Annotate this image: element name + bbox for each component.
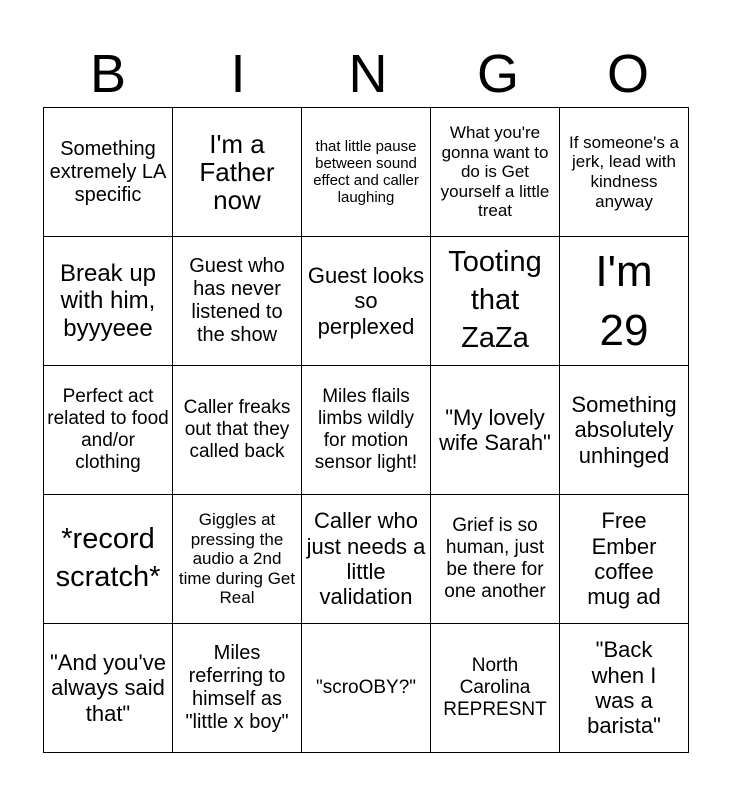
bingo-cell[interactable] [560,495,689,624]
bingo-cell[interactable] [302,108,431,237]
bingo-cell[interactable] [173,108,302,237]
board-row [44,495,689,624]
cell-text: Break up with him, byyyeee [59,259,157,342]
header-letter-o: O [606,44,649,104]
cell-text: Caller freaks out that they called back [183,397,291,462]
bingo-cell[interactable] [431,624,560,753]
bingo-cell[interactable] [44,237,173,366]
bingo-board [43,107,689,753]
bingo-cell[interactable] [560,366,689,495]
cell-text: Giggles at pressing the audio a 2nd time during Get Real [178,510,296,608]
board-row [44,108,689,237]
bingo-cell[interactable] [44,624,173,753]
cell-text: "scroOBY?" [315,677,417,699]
board-row [44,366,689,495]
cell-text: If someone's a jerk, lead with kindness anyway [568,132,680,211]
cell-text: *record scratch* [55,523,161,593]
cell-text: "Back when I was a barista" [587,637,661,739]
cell-text: Miles flails limbs wildly for motion sensor light! [314,386,418,473]
cell-text: Miles referring to himself as "little x boy" [185,642,289,733]
bingo-cell[interactable] [560,108,689,237]
board-row [44,237,689,366]
bingo-cell[interactable] [302,237,431,366]
cell-text: What you're gonna want to do is Get yourself a little treat [440,123,550,221]
bingo-cell[interactable] [173,237,302,366]
cell-text: Caller who just needs a little validation [306,508,426,610]
bingo-cell[interactable] [173,495,302,624]
bingo-cell[interactable] [173,366,302,495]
header-letter-i: I [230,44,246,104]
cell-text: Perfect act related to food and/or clothing [47,386,169,473]
bingo-cell[interactable] [44,366,173,495]
cell-text: Tooting that ZaZa [448,246,542,354]
bingo-cell[interactable] [431,108,560,237]
bingo-cell[interactable] [302,624,431,753]
board-row [44,624,689,753]
bingo-cell[interactable] [44,108,173,237]
header-letter-n: N [348,44,388,104]
bingo-cell[interactable] [431,366,560,495]
cell-text: Grief is so human, just be there for one another [444,515,546,602]
bingo-cell[interactable] [173,624,302,753]
bingo-header [43,40,693,108]
cell-text: "My lovely wife Sarah" [439,404,551,455]
bingo-cell[interactable] [302,495,431,624]
cell-text: Free Ember coffee mug ad [587,508,661,610]
bingo-cell[interactable] [560,624,689,753]
cell-text: I'm a Father now [199,128,275,216]
bingo-cell[interactable] [431,237,560,366]
bingo-cell[interactable] [44,495,173,624]
bingo-cell[interactable] [302,366,431,495]
cell-text: I'm 29 [595,246,653,355]
cell-text: that little pause between sound effect and caller laughing [313,137,419,207]
bingo-cell[interactable] [431,495,560,624]
cell-text: "And you've always said that" [50,650,166,726]
header-letter-b: B [89,44,127,104]
cell-text: Something extremely LA specific [49,137,167,206]
cell-text: North Carolina REPRESNT [443,655,547,720]
header-letter-g: G [476,44,519,104]
cell-text: Guest who has never listened to the show [189,255,285,346]
cell-text: Something absolutely unhinged [571,392,677,468]
cell-text: Guest looks so perplexed [307,263,425,339]
bingo-cell[interactable] [560,237,689,366]
